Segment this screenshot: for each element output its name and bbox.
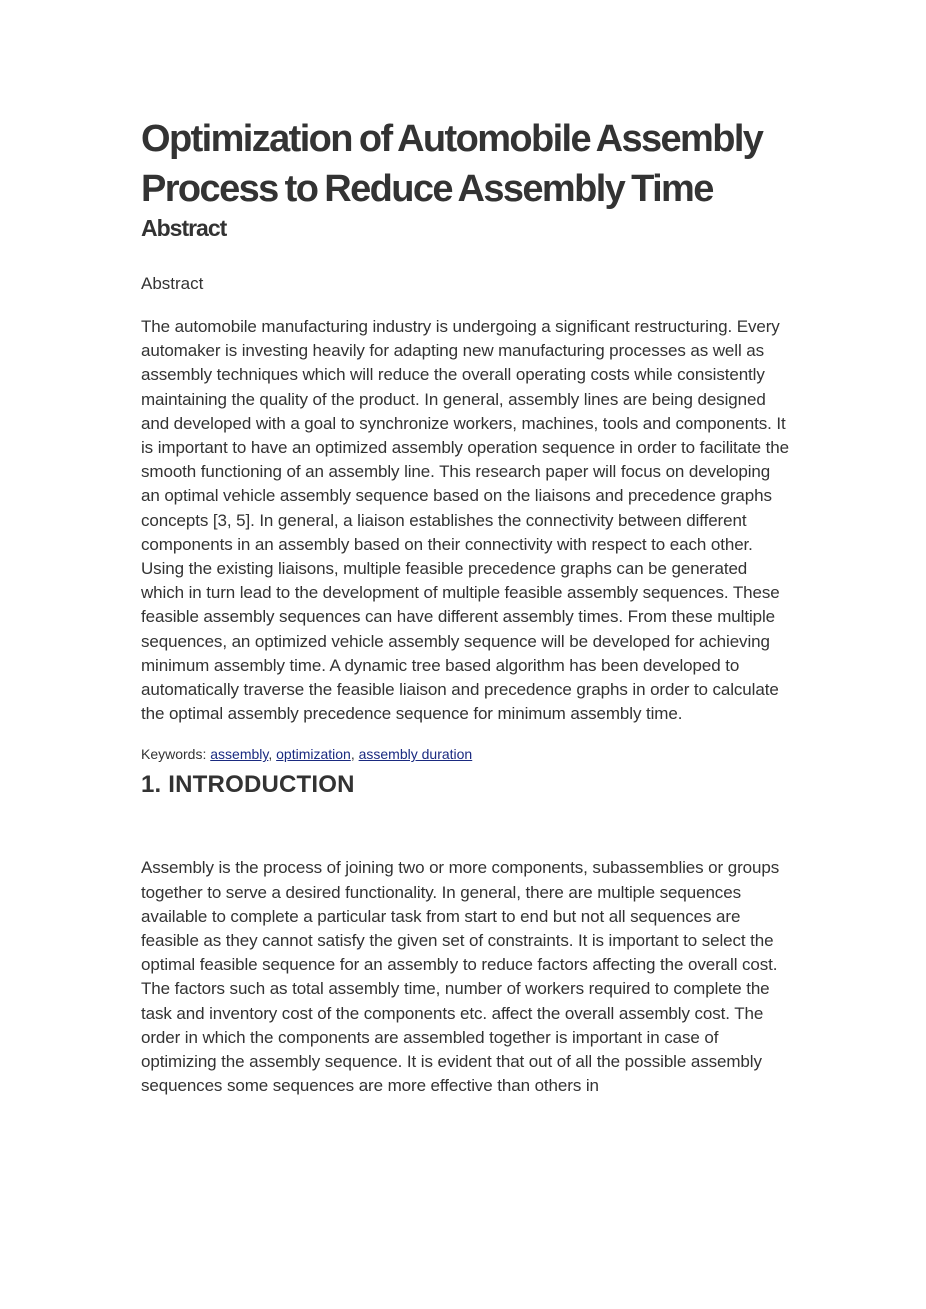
section-heading-introduction: 1. INTRODUCTION	[141, 771, 355, 799]
abstract-heading: Abstract	[141, 215, 227, 241]
abstract-label: Abstract	[141, 274, 204, 293]
keywords-label: Keywords:	[141, 746, 211, 763]
paper-title-line-1: Optimization of Automobile Assembly	[141, 118, 763, 160]
keywords-line	[141, 744, 791, 764]
document-page	[141, 114, 791, 1098]
abstract-paragraph: The automobile manufacturing industry is undergoing a significant restructuring. Every automaker is investing heavily for adapting new manufacturing processes as well as assembly techniques which will reduce the overall operating costs while consistently maintaining the quality of the product. In general, assembly lines are being designed and developed with a goal to synchronize workers, machines, tools and components. It is important to have an optimized assembly operation sequence in order to facilitate the smooth functioning of an assembly line. This research paper will focus on developing an optimal vehicle assembly sequence based on the liaisons and precedence graphs concepts [3, 5]. In general, a liaison establishes the connectivity between different components in an assembly based on their connectivity with respect to each other. Using the existing liaisons, multiple feasible precedence graphs can be generated which in turn lead to the development of multiple feasible assembly sequences. These feasible assembly sequences can have different assembly times. From these multiple sequences, an optimized vehicle assembly sequence will be developed for achieving minimum assembly time. A dynamic tree based algorithm has been developed to automatically traverse the feasible liaison and precedence graphs in order to calculate the optimal assembly precedence sequence for minimum assembly time.	[141, 317, 789, 724]
keyword-separator: ,	[268, 746, 277, 763]
paper-title-line-2: Process to Reduce Assembly Time	[141, 168, 713, 210]
keyword-link-assembly[interactable]: assembly	[210, 746, 269, 763]
introduction-paragraph: Assembly is the process of joining two or more components, subassemblies or groups together to serve a desired functionality. In general, there are multiple sequences available to complete a particular task from start to end but not all sequences are feasible as they cannot satisfy the given set of constraints. It is important to select the optimal feasible sequence for an assembly to reduce factors affecting the overall cost. The factors such as total assembly time, number of workers required to complete the task and inventory cost of the components etc. affect the overall assembly cost. The order in which the components are assembled together is important in case of optimizing the assembly sequence. It is evident that out of all the possible assembly sequences some sequences are more effective than others in	[141, 858, 780, 1096]
keyword-separator: ,	[350, 746, 359, 763]
keyword-link-assembly-duration[interactable]: assembly duration	[358, 746, 473, 763]
paper-title	[141, 114, 791, 214]
keyword-link-optimization[interactable]: optimization	[276, 746, 351, 763]
